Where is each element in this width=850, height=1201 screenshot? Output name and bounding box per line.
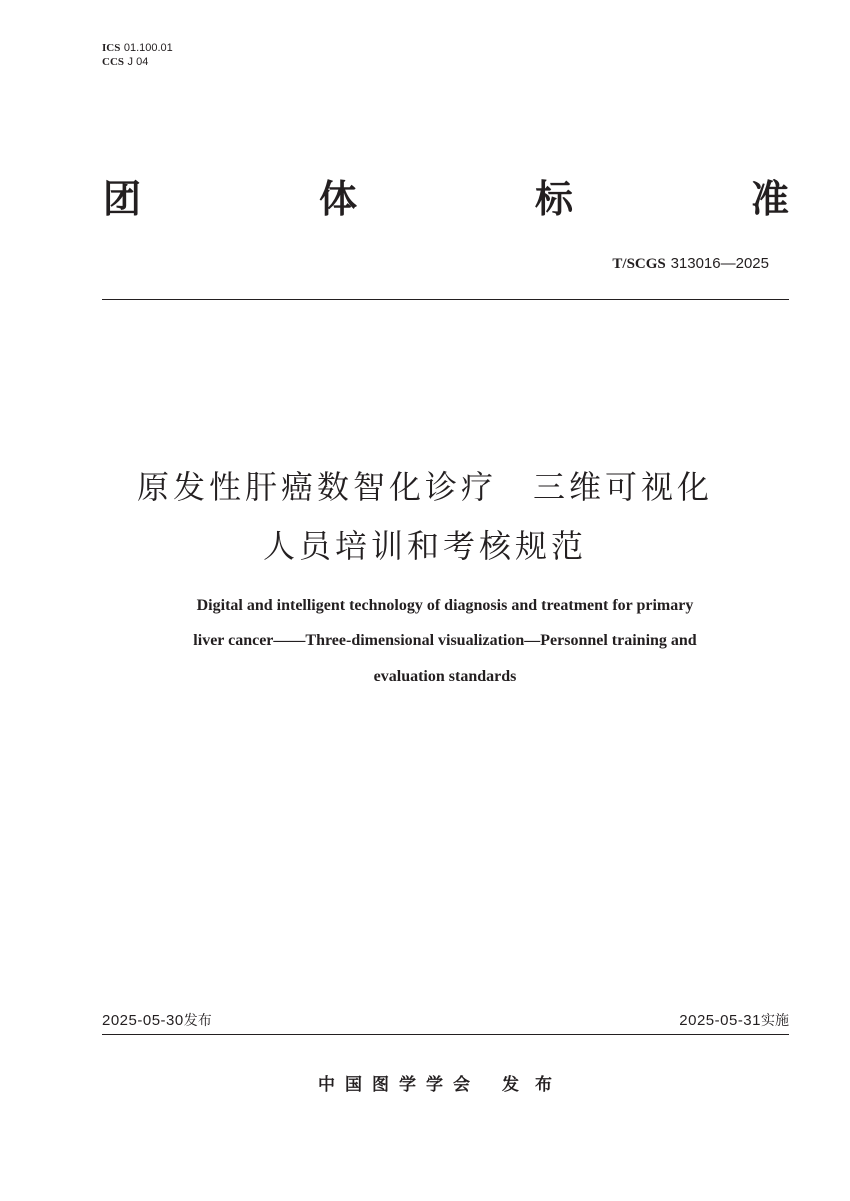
standard-type-char: 团 <box>103 177 142 221</box>
issue-date-value: 2025-05-30 <box>102 1012 184 1029</box>
chinese-title-line-1: 原发性肝癌数智化诊疗 三维可视化 <box>136 468 713 506</box>
publisher-line <box>318 1070 568 1095</box>
standard-type-char: 体 <box>318 177 357 221</box>
ics-value: 01.100.01 <box>123 42 173 54</box>
ccs-value: J 04 <box>127 56 149 68</box>
ics-code <box>102 41 173 55</box>
issue-date <box>102 1010 212 1030</box>
standard-type-char: 标 <box>534 177 573 221</box>
standard-number <box>612 254 769 273</box>
bottom-divider <box>102 1034 789 1035</box>
english-title-line-3: evaluation standards <box>373 668 517 685</box>
english-title-line-2: liver cancer——Three-dimensional visualization—Personnel training and <box>193 632 697 649</box>
ccs-code <box>102 55 173 69</box>
issue-date-label: 发布 <box>183 1013 212 1029</box>
chinese-title-line-2: 人员培训和考核规范 <box>262 527 587 565</box>
implementation-date <box>679 1010 789 1030</box>
english-title-line-1: Digital and intelligent technology of diagnosis and treatment for primary <box>196 597 694 614</box>
implementation-date-label: 实施 <box>761 1013 789 1029</box>
standard-number-value: 313016—2025 <box>670 255 769 272</box>
top-divider <box>102 299 789 300</box>
classification-codes <box>102 41 173 69</box>
standard-type-char: 准 <box>750 177 789 221</box>
standard-type-heading <box>103 174 789 224</box>
publisher-name: 中国图学学会 <box>318 1075 480 1095</box>
ccs-label: CCS <box>102 56 125 68</box>
publisher-label: 发布 <box>502 1075 568 1095</box>
implementation-date-value: 2025-05-31 <box>679 1012 761 1029</box>
ics-label: ICS <box>102 42 121 54</box>
standard-number-prefix: T/SCGS <box>612 256 666 272</box>
